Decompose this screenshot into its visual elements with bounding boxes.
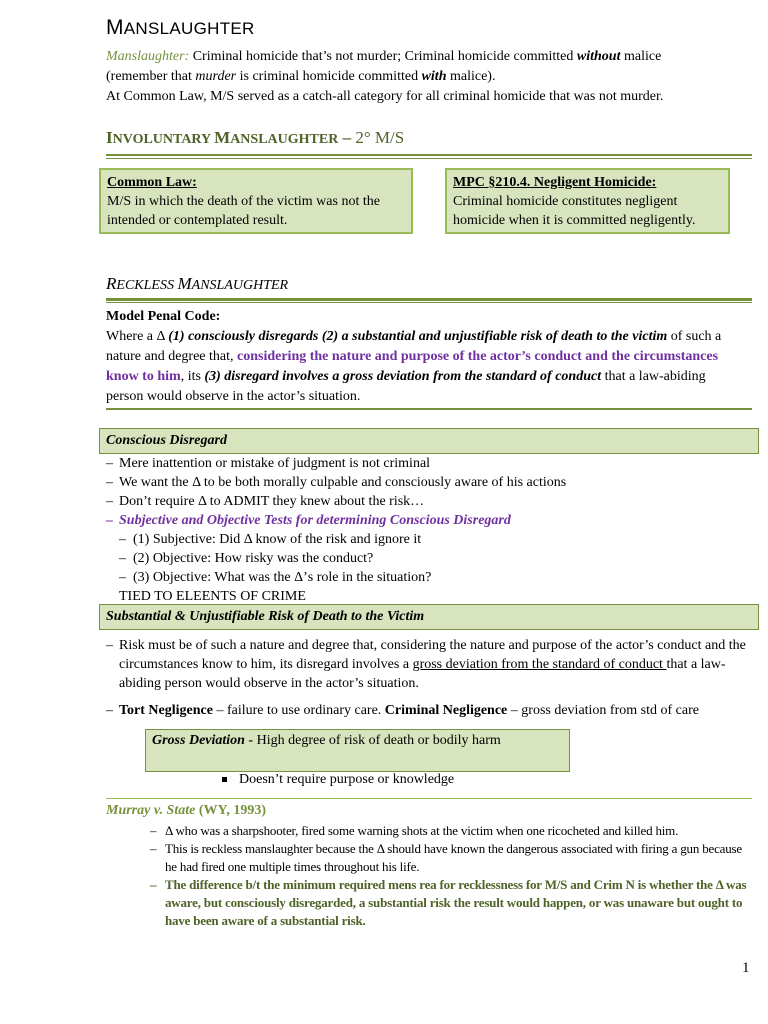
substantial-risk-heading: Substantial & Unjustifiable Risk of Death to the Victim [99,604,759,630]
tied-note: TIED TO ELEENTS OF CRIME [119,589,306,604]
list-item: – (3) Objective: What was the Δ’s role in the situation? [106,568,756,587]
square-bullet-icon [222,777,227,782]
section-divider [106,408,752,410]
definition-term: Manslaughter: [106,49,190,64]
list-item: – Don’t require Δ to ADMIT they knew about the risk… [106,492,756,511]
common-law-box: Common Law: M/S in which the death of the victim was not the intended or contemplated result. [99,168,413,234]
purpose-bullet: Doesn’t require purpose or knowledge [222,772,454,788]
list-item: – Tort Negligence – failure to use ordinary care. Criminal Negligence – gross deviation from std of care [106,701,756,720]
conscious-disregard-heading: Conscious Disregard [99,428,759,454]
list-item: – Mere inattention or mistake of judgment is not criminal [106,454,756,473]
definition-paragraph: Manslaughter: Criminal homicide that’s not murder; Criminal homicide committed without malice (remember that murder is criminal homicide committed with malice). At Common Law, M/S served as a catch-all category for all criminal homicide that was not murder. [106,49,664,104]
substantial-risk-list [106,636,756,720]
list-item: – Δ who was a sharpshooter, fired some warning shots at the victim when one ricocheted and killed him. [150,822,750,840]
section-divider [106,798,752,799]
list-item: – Subjective and Objective Tests for determining Conscious Disregard [106,511,756,530]
list-item: – Risk must be of such a nature and degree that, considering the nature and purpose of the actor’s conduct and the circumstances know to him, its disregard involves a gross deviation from the standard of conduct that a law-abiding person would observe in the actor’s situation. [106,636,756,693]
list-item: – We want the Δ to be both morally culpable and consciously aware of his actions [106,473,756,492]
involuntary-heading: INVOLUNTARY MANSLAUGHTER – 2° M/S [106,128,405,147]
section-divider [106,298,752,303]
reckless-mpc-paragraph: Model Penal Code: Where a Δ (1) consciously disregards (2) a substantial and unjustifiable risk of death to the victim of such a nature and degree that, considering the nature and purpose of the actor’s conduct and the circumstances know to him, its (3) disregard involves a gross deviation from the standard of conduct that a law-abiding person would observe in the actor’s situation. [106,309,722,404]
reckless-heading: RECKLESS MANSLAUGHTER [106,274,289,293]
page-number: 1 [742,960,750,976]
list-item: – (1) Subjective: Did Δ know of the risk and ignore it [106,530,756,549]
page-title: MANSLAUGHTER [106,16,255,39]
mpc-negligent-homicide-box: MPC §210.4. Negligent Homicide: Criminal homicide constitutes negligent homicide when it is committed negligently. [445,168,730,234]
case-notes-list [150,822,750,930]
list-item: – This is reckless manslaughter because the Δ should have known the dangerous associated with firing a gun because he had fired one multiple times throughout his life. [150,840,750,876]
list-item: – (2) Objective: How risky was the conduct? [106,549,756,568]
list-item: – The difference b/t the minimum required mens rea for recklessness for M/S and Crim N is whether the Δ was aware, but consciously disregarded, a substantial risk the result would happen, or was unaware but ought to have been aware of a substantial risk. [150,876,750,930]
case-heading: Murray v. State (WY, 1993) [106,803,266,818]
gross-deviation-box: Gross Deviation - High degree of risk of death or bodily harm [145,729,570,772]
conscious-disregard-list [106,454,756,606]
section-divider [106,154,752,159]
